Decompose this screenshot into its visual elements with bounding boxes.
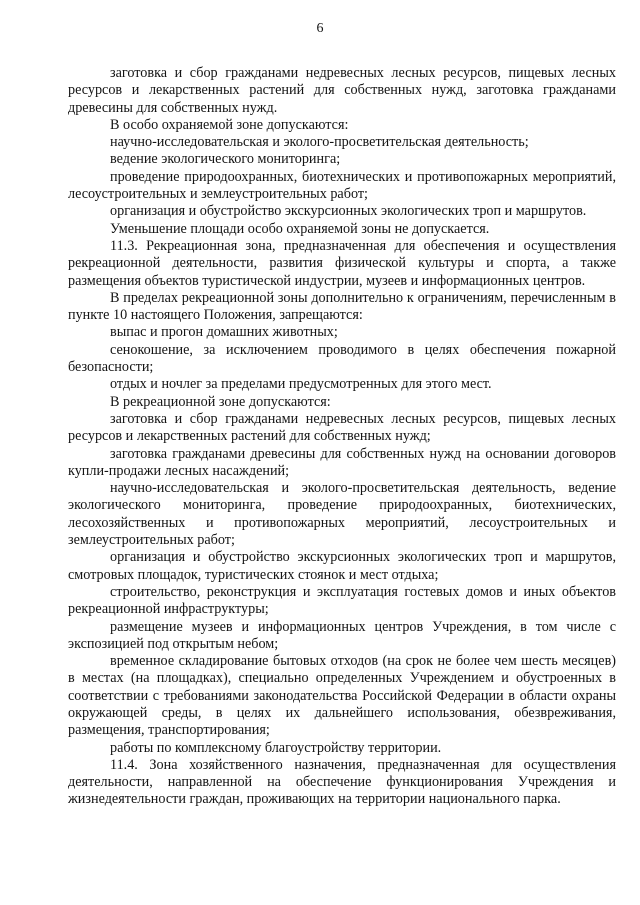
paragraph: организация и обустройство экскурсионных экологических троп и маршрутов.: [110, 203, 587, 220]
paragraph: заготовка гражданами древесины для собственных нужд на основании договоров купли-продажи лесных насаждений;: [68, 445, 616, 479]
paragraph: 11.4. Зона хозяйственного назначения, предназначенная для осуществления деятельности, направленной на обеспечение функционирования Учреждения и жизнедеятельности граждан, проживающих на территории национального парка.: [68, 756, 616, 808]
paragraph: проведение природоохранных, биотехнических и противопожарных мероприятий, лесоустроительных и землеустроительных работ;: [68, 168, 616, 203]
paragraph: выпас и прогон домашних животных;: [110, 324, 338, 341]
paragraph: заготовка и сбор гражданами недревесных лесных ресурсов, пищевых лесных ресурсов и лекарственных растений для собственных нужд;: [68, 410, 616, 445]
paragraph: сенокошение, за исключением проводимого в целях обеспечения пожарной безопасности;: [68, 341, 616, 376]
paragraph: работы по комплексному благоустройству территории.: [110, 739, 442, 756]
paragraph: заготовка и сбор гражданами недревесных лесных ресурсов, пищевых лесных ресурсов и лекарственных растений для собственных нужд, заготовка гражданами древесины для собственных нужд.: [68, 65, 616, 116]
paragraph: В пределах рекреационной зоны дополнительно к ограничениям, перечисленным в пункте 10 настоящего Положения, запрещаются:: [68, 289, 616, 324]
paragraph: 11.3. Рекреационная зона, предназначенная для обеспечения и осуществления рекреационной деятельности, развития физической культуры и спорта, а также размещения объектов туристической индустрии, музеев и информационных центров.: [68, 237, 616, 289]
paragraph: организация и обустройство экскурсионных экологических троп и маршрутов, смотровых площадок, туристических стоянок и мест отдыха;: [68, 549, 616, 583]
page-number: 6: [316, 21, 324, 36]
paragraph: строительство, реконструкция и эксплуатация гостевых домов и иных объектов рекреационной инфраструктуры;: [68, 583, 616, 618]
paragraph: размещение музеев и информационных центров Учреждения, в том числе с экспозицией под открытым небом;: [68, 618, 616, 652]
paragraph: В рекреационной зоне допускаются:: [110, 393, 331, 410]
paragraph: научно-исследовательская и эколого-просветительская деятельность, ведение экологического мониторинга, проведение природоохранных, биотехнических, лесохозяйственных и противопожарных мероприятий, лесоустроительных и землеустроительных работ;: [68, 480, 616, 549]
paragraph: ведение экологического мониторинга;: [110, 151, 341, 168]
paragraph: В особо охраняемой зоне допускаются:: [110, 116, 349, 133]
paragraph: научно-исследовательская и эколого-просветительская деятельность;: [110, 134, 529, 151]
paragraph: временное складирование бытовых отходов (на срок не более чем шесть месяцев) в местах (на площадках), специально определенных Учреждением и обустроенных в соответствии с требованиями законодательства Российской Федерации в области охраны окружающей среды, в целях их дальнейшего использования, обезвреживания, размещения, транспортирования;: [68, 653, 616, 739]
paragraph: отдых и ночлег за пределами предусмотренных для этого мест.: [110, 376, 492, 393]
document-body: [68, 65, 616, 809]
paragraph: Уменьшение площади особо охраняемой зоны не допускается.: [110, 220, 490, 237]
